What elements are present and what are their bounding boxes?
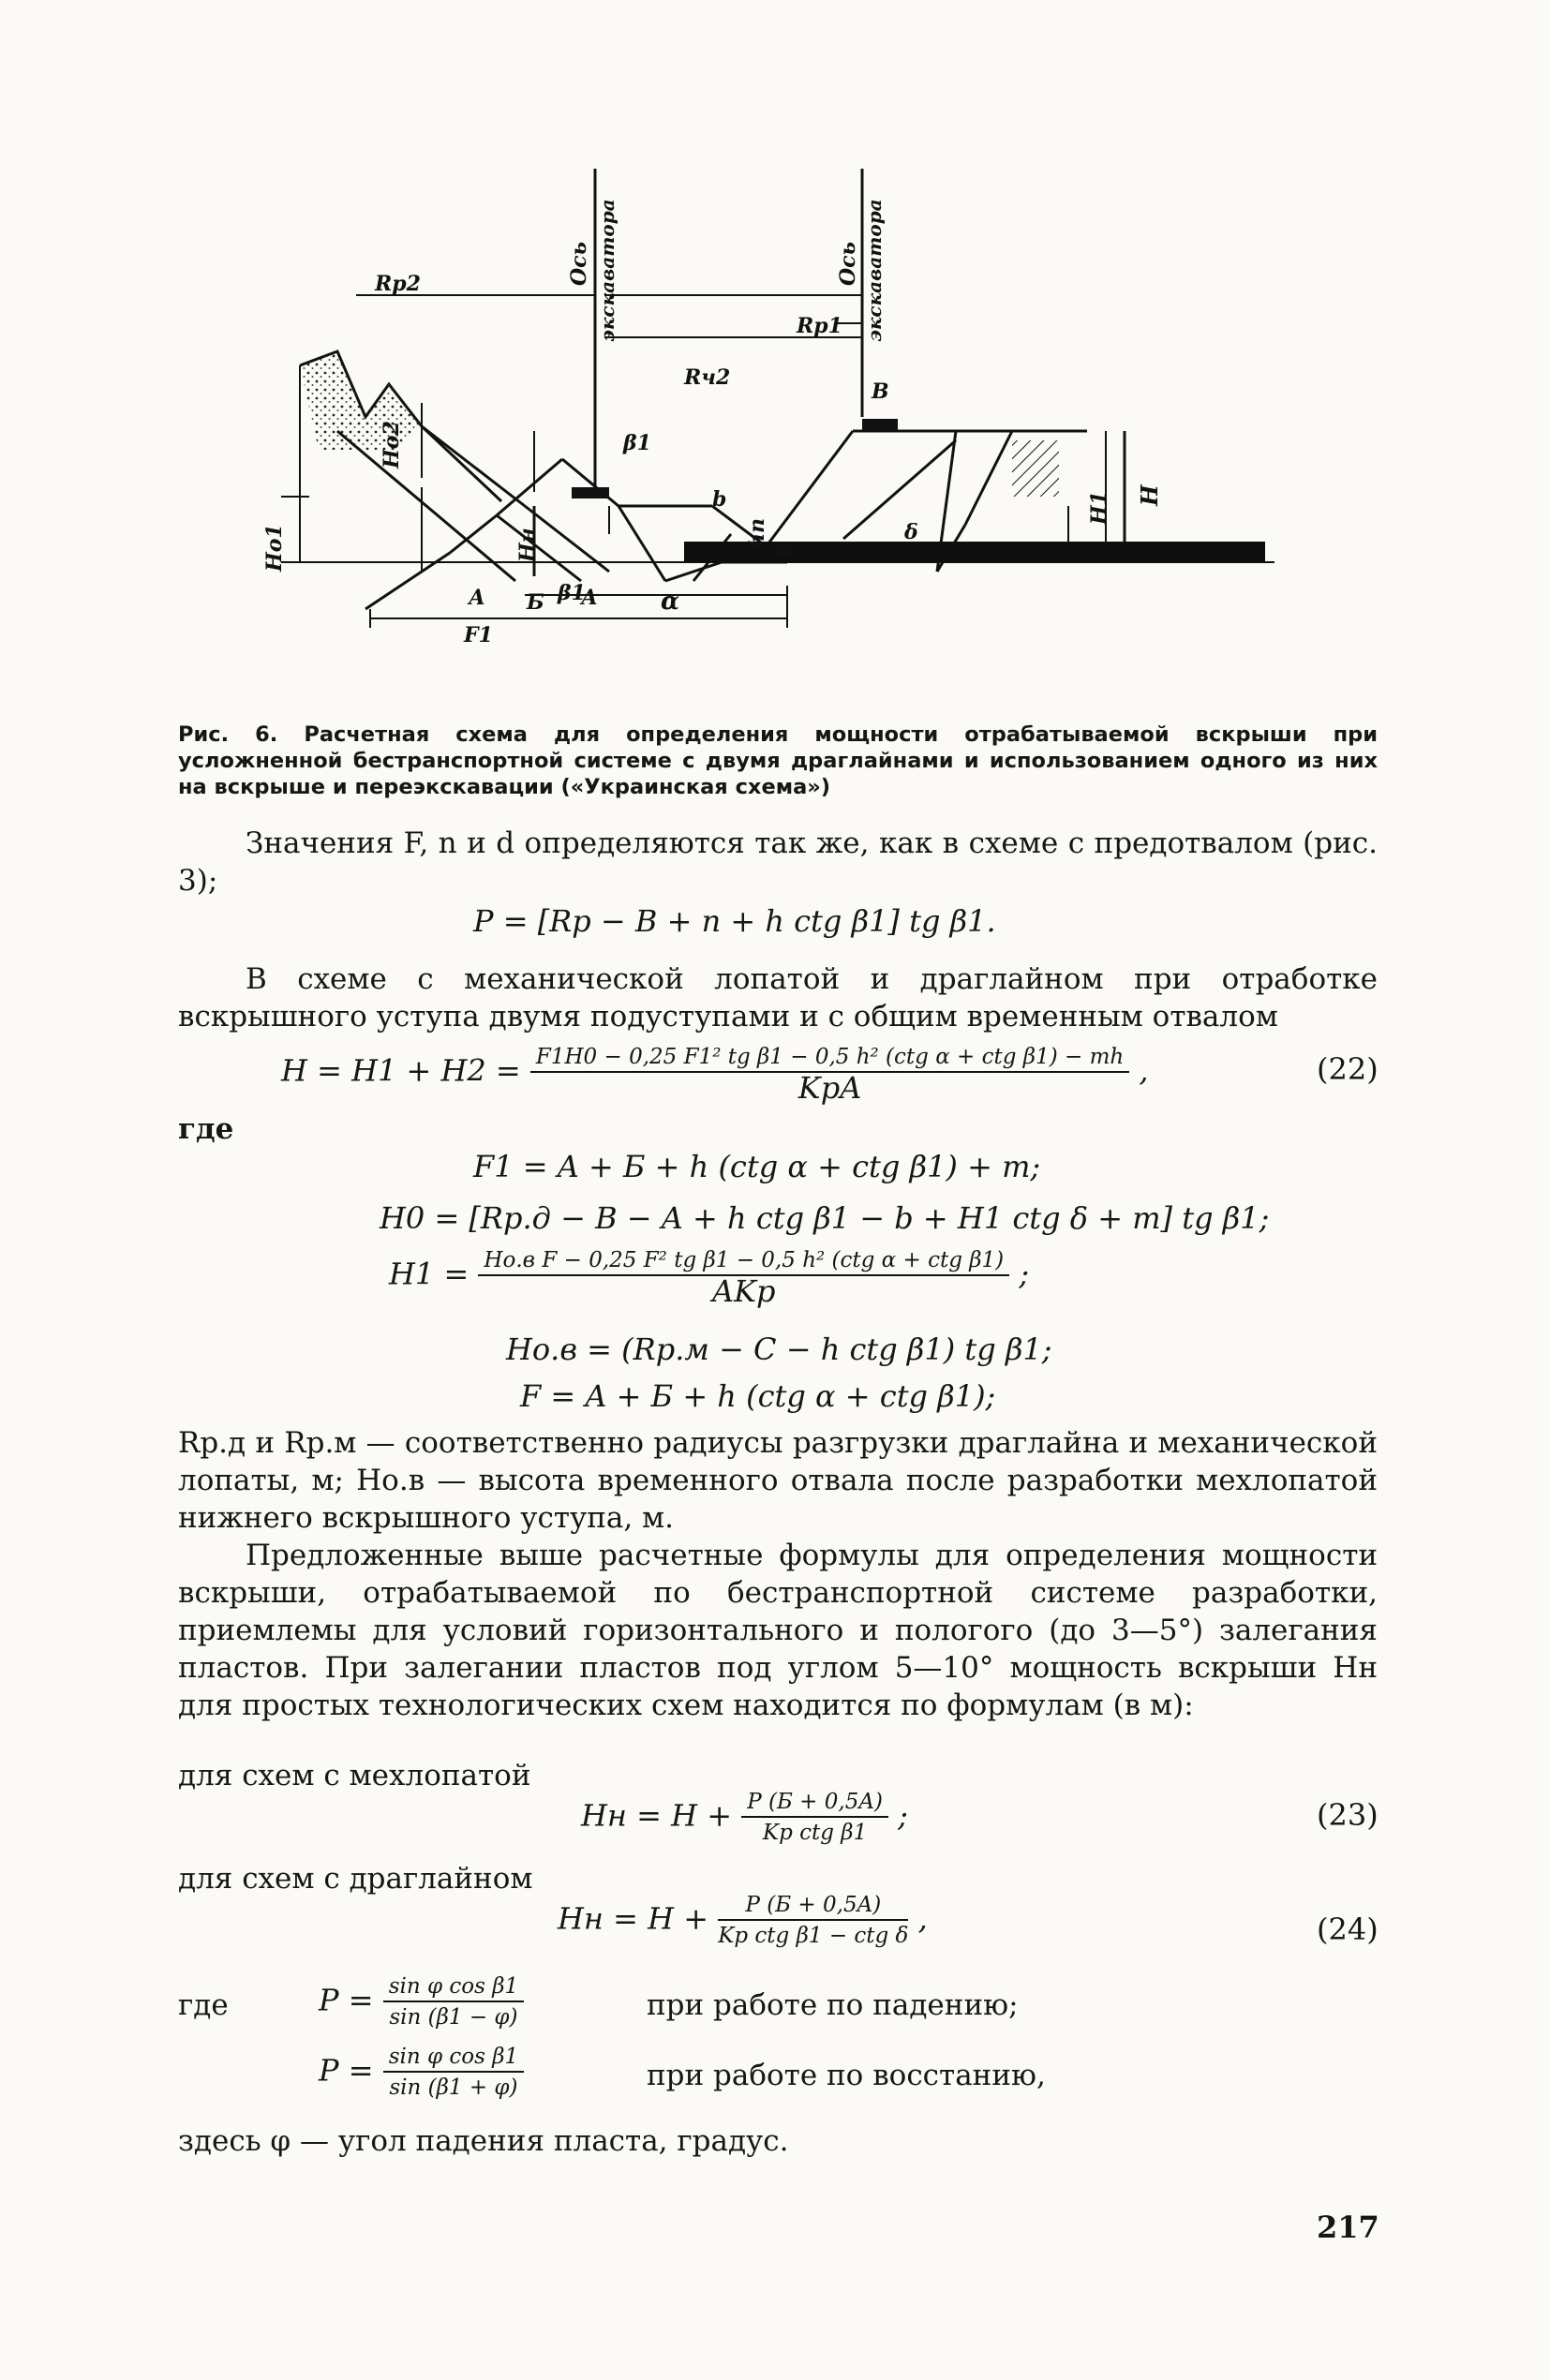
formula-h1: H1 = $\frac{\text{Hо.в F − 0,25 F² tg β1 − 0,5 h² (ctg α + ctg β1)}}{\text{AKр}}$ ; <box>389 1248 1030 1309</box>
p-rise-denominator: sin (β1 + φ) <box>389 2075 518 2100</box>
formula-f1: F1 = A + Б + h (ctg α + ctg β1) + m; <box>473 1149 1041 1184</box>
label-hp: hп <box>745 518 769 548</box>
p-rise-formula: P = $\frac{\text{sin φ cos β1}}{\sin (\beta 1 + \varphi)}$ <box>319 2043 524 2103</box>
coal-seam <box>684 542 1265 562</box>
equation-22: H = H1 + H2 = $\frac{\text{F1H0 − 0,25 F1² tg β1 − 0,5 h² (ctg α + ctg β1) − mh}}{\text{KрA}}$ , <box>281 1045 1149 1106</box>
p-rise-numerator: sin φ cos β1 <box>383 2043 524 2073</box>
formula-hov: Hо.в = (Rр.м − C − h ctg β1) tg β1; <box>506 1331 1052 1367</box>
p-dip-formula: P = $\frac{\text{sin φ cos β1}}{\sin (\beta 1 - \varphi)}$ <box>319 1972 524 2032</box>
eq24-fraction <box>718 1891 908 1951</box>
label-axis2: Ось <box>836 241 860 286</box>
label-b-cap: В <box>872 379 889 404</box>
figure-caption: Рис. 6. Расчетная схема для определения мощности отрабатываемой вскрыши при усложненной бестранспортной системе с двумя драглайнами и использованием одного из них на вскрыше и переэкскавации («Украинская схема») <box>178 722 1378 799</box>
label-hn: Hн <box>515 528 540 562</box>
label-h-big: H <box>1136 484 1163 506</box>
label-f1: F1 <box>464 623 493 647</box>
eq23-denominator: Kр ctg β1 <box>762 1821 868 1845</box>
eq23-fraction <box>741 1788 888 1848</box>
formula-p: P = [Rр − B + n + h ctg β1] tg β1. <box>473 903 996 939</box>
equation-24-number: (24) <box>1317 1911 1379 1947</box>
label-ho2: Hо2 <box>380 421 404 469</box>
equation-23: Hн = H + $\frac{P (Б + 0,5A)}{\text{Kр ctg β1}}$ ; <box>581 1788 908 1848</box>
p-dip-numerator: sin φ cos β1 <box>383 1972 524 2002</box>
p-dip-text: при работе по падению; <box>647 1988 1019 2022</box>
label-alpha: α <box>661 588 680 616</box>
p-rise-text: при работе по восстанию, <box>647 2059 1046 2092</box>
eq23-numerator: P (Б + 0,5A) <box>741 1788 888 1818</box>
label-rp1: Rр1 <box>797 314 842 338</box>
formula-h0: H0 = [Rр.д − B − A + h ctg β1 − b + H1 ctg δ + m] tg β1; <box>380 1200 1270 1236</box>
eq24-lhs: Hн = H + <box>558 1900 709 1937</box>
h1-fraction <box>478 1246 1009 1309</box>
label-excavator1: экскаватора <box>596 199 619 342</box>
label-beta1-bottom: β1 <box>558 581 586 605</box>
eq22-fraction <box>530 1043 1129 1106</box>
label-b-mid: Б <box>527 590 544 615</box>
label-rch2: Rч2 <box>684 365 731 390</box>
figure-6-diagram <box>262 169 1274 712</box>
label-beta1-top: β1 <box>623 431 651 455</box>
h1-numerator: Hо.в F − 0,25 F² tg β1 − 0,5 h² (ctg α + ctg β1) <box>478 1246 1009 1276</box>
label-excavator2: экскаватора <box>863 199 886 342</box>
label-delta: δ <box>904 520 918 544</box>
label-dragline-schemes: для схем с драглайном <box>178 1862 533 1896</box>
label-h1: H1 <box>1087 490 1111 525</box>
paragraph-4: Предложенные выше расчетные формулы для определения мощности вскрыши, отрабатываемой по бестранспортной системе разработки, приемлемы для условий горизонтального и пологого (до 3—5°) залегания пластов. При залегании пластов под углом 5—10° мощность вскрыши Hн для простых технологических схем находится по формулам (в м): <box>178 1539 1378 1722</box>
where-label-2: где <box>178 1988 229 2022</box>
label-h-small: h <box>773 543 797 558</box>
phi-note: здесь φ — угол падения пласта, градус. <box>178 2124 789 2158</box>
paragraph-3: Rр.д и Rр.м — соответственно радиусы разгрузки драглайна и механической лопаты, м; Hо.в — высота временного отвала после разработки мехлопатой нижнего вскрышного уступа, м. <box>178 1426 1378 1535</box>
label-a1: А <box>469 586 485 610</box>
equation-22-number: (22) <box>1317 1051 1379 1087</box>
eq22-numerator: F1H0 − 0,25 F1² tg β1 − 0,5 h² (ctg α + ctg β1) − mh <box>530 1043 1129 1073</box>
equation-24: Hн = H + $\frac{P (Б + 0,5A)}{\text{Kр ctg β1 − ctg δ}}$ , <box>558 1891 928 1951</box>
label-axis1: Ось <box>567 241 591 286</box>
equation-23-number: (23) <box>1317 1797 1379 1833</box>
label-rp2: Rр2 <box>375 272 421 296</box>
h1-denominator: AKр <box>712 1273 776 1309</box>
paragraph-2: В схеме с механической лопатой и драглайном при отработке вскрышного уступа двумя подуступами и с общим временным отвалом <box>178 962 1378 1034</box>
label-ho1: Hо1 <box>262 524 287 572</box>
paragraph-1: Значения F, n и d определяются так же, как в схеме с предотвалом (рис. 3); <box>178 826 1378 898</box>
page-number: 217 <box>1317 2209 1379 2245</box>
eq24-denominator: Kр ctg β1 − ctg δ <box>718 1924 909 1948</box>
where-label-1: где <box>178 1112 234 1146</box>
p-dip-denominator: sin (β1 − φ) <box>389 2005 518 2030</box>
eq23-lhs: Hн = H + <box>581 1797 733 1834</box>
eq24-numerator: P (Б + 0,5A) <box>718 1891 908 1921</box>
eq22-denominator: KрA <box>797 1070 862 1106</box>
formula-f: F = A + Б + h (ctg α + ctg β1); <box>520 1378 996 1414</box>
label-b-small: b <box>712 487 727 512</box>
eq22-lhs: H = H1 + H2 = <box>281 1052 521 1089</box>
h1-lhs: H1 = <box>389 1256 469 1292</box>
label-shovel-schemes: для схем с мехлопатой <box>178 1759 531 1792</box>
label-a2: А <box>581 586 598 610</box>
